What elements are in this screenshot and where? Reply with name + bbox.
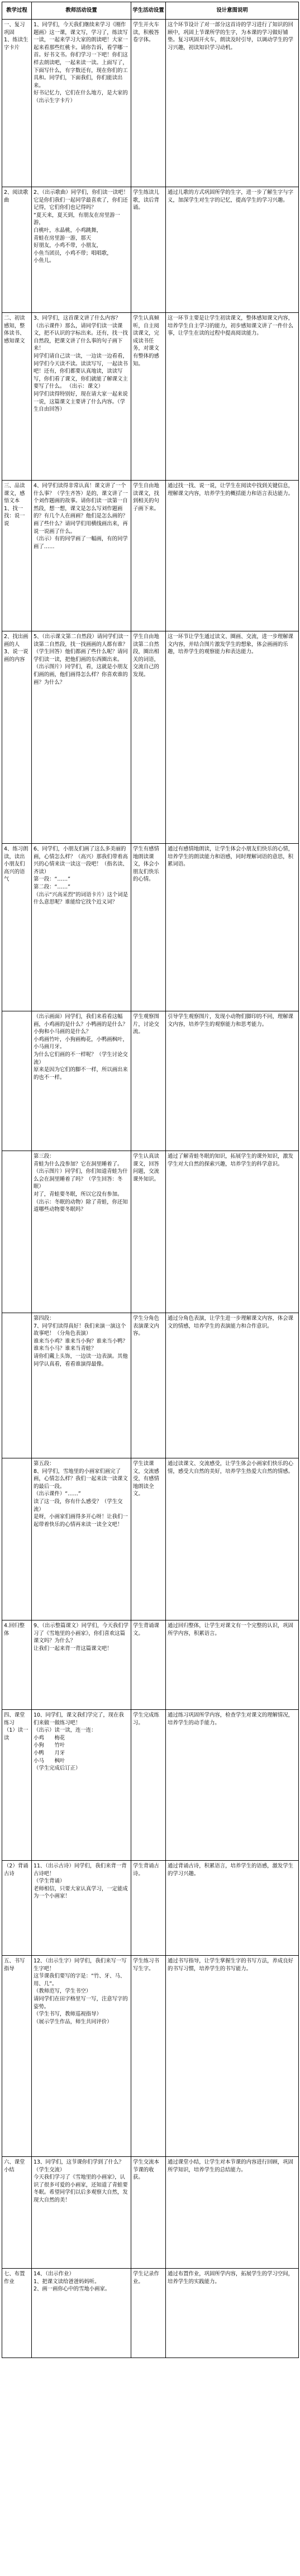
process-cell [2,1458,32,1620]
teacher-activity-cell [32,1861,131,1956]
table-row [2,631,299,844]
process-cell: 七、布置作业 [2,2269,32,2358]
teacher-activity-paragraph: 同学们请自己读一读，一边读一边看看，同学们今天读不读。读读写写，一起读书吧！还有，你们都要认真地读，读读写写，你们看了课文，你们就能了解课文主要写了什么。 （出示：课文） [34,353,128,390]
teacher-activity-paragraph: 1、把课文读给爸爸妈妈听。 [34,2278,100,2285]
teacher-activity-paragraph: （出示图片）同学们，看，这就是小朋友们画的画，他们画得怎么样？你喜欢谁的画？为什么？ [34,664,128,686]
teacher-activity-paragraph: （学生完成后订正） [34,1765,81,1772]
process-cell: 一、复习巩固 1、练读生字卡片 [2,20,32,187]
process-cell: 四、课堂练习 （1）读一读 [2,1710,32,1861]
student-activity-cell: 学生认真倾听，自主阅读课文，完成读书任务，对课文有整体的感知。 [131,313,166,481]
teacher-activity-paragraph: 9、（出示整篇课文）同学们，今天我们学习了《雪地里的小画家》，你们喜欢这篇课文吗？为什么？ [34,1623,129,1645]
teacher-activity-cell [32,1956,131,2157]
lesson-plan-table [2,2,299,2358]
design-intent-cell: 引导学生观察图片，发现小动物们脚印的不同，理解课文内容，培养学生的观察能力和思考能力。 [166,1011,299,1151]
process-cell [2,1011,32,1151]
teacher-activity-cell [32,313,131,481]
teacher-activity-paragraph: 12、（出示生字）同学们，我们来写一写生字吧！ [34,1958,127,1972]
teacher-activity-paragraph: 对了，青蛙要冬眠，所以它没有参加。 [34,1191,123,1197]
teacher-activity-paragraph: 小鸡 梅花 [34,1734,65,1741]
teacher-activity-paragraph: 小鱼儿。 [34,258,55,264]
teacher-activity-cell [32,1313,131,1458]
header-cell-design-intent: 设计意图说明 [166,2,299,20]
table-row [2,1956,299,2157]
teacher-activity-paragraph: （教师范写，学生书空） [34,1988,92,1995]
teacher-activity-paragraph: 第三段： [34,1153,55,1159]
teacher-activity-cell [32,1620,131,1710]
teacher-activity-paragraph: 第二段：“……” [34,883,70,890]
student-activity-cell: 学生开火车读，积极答卷字体。 [131,20,166,187]
process-cell: （2）背诵古诗 [2,1861,32,1956]
teacher-activity-paragraph: 4、同学们读得非常认真！课文讲了一个什么事？（学生齐答）是的，课文讲了一个刘作题画的故事。请你们读一读第一自然段，想一想，课文是怎么写刘作题画的？有几个人在画画？他们是怎么画的？画了些什么？请同学们用横线画出来，再说一说画了什么。 [34,483,128,535]
student-activity-cell: 学生分角色表演课文内容。 [131,1313,166,1458]
design-intent-cell: 通过书写指导，让学生掌握生字的书写方法，养成良好的书写习惯，培养学生的书写能力。 [166,1956,299,2157]
student-activity-cell: 学生读课文，交流感受，有感情地朗读全文。 [131,1458,166,1620]
teacher-activity-paragraph: （出示图片）同学们，你们知道青蛙为什么会在洞里睡着了吗？（学生回答：冬眠） [34,1168,128,1190]
teacher-activity-paragraph: 老师相信，只要大家认真学习，一定能成为一个小画家！ [34,1885,128,1900]
table-row [2,481,299,631]
student-activity-cell: 学生有感情地朗读课文，体会小朋友们快乐的心情。 [131,844,166,1011]
table-row [2,187,299,313]
teacher-activity-paragraph: （出示：冬眠的动物）除了青蛙，你还知道哪些动物要冬眠吗？ [34,1199,128,1213]
teacher-activity-paragraph: 读了这一段，你有什么感受？（学生交流） [34,1498,123,1513]
design-intent-cell: 通过课堂小结，让学生对本节课的内容进行回顾，巩固所学知识，培养学生的总结能力。 [166,2157,299,2269]
design-intent-cell: 通过回归整体，让学生对课文有一个完整的认识，巩固所学内容，积累语言。 [166,1620,299,1710]
process-cell [2,1313,32,1458]
design-intent-cell: 这一环节让学生通过读文、圈画、交流，进一步理解课文内容，并结合图片激发学生的想象，体会画画的乐趣，培养学生的观察能力和表达能力。 [166,631,299,844]
teacher-activity-paragraph: 10、同学们，课文我们学完了，现在我们来做一做练习吧！ [34,1712,124,1726]
teacher-activity-paragraph: 这节课我们要写的字是：“竹、牙、马、用、几”。 [34,1973,126,1987]
teacher-activity-paragraph: “夏天来，夏天到，有朋友在房里游一游， [34,212,120,226]
header-cell-process: 教学过程 [2,2,32,20]
teacher-activity-paragraph: 6、同学们，小朋友们画了这么多美丽的画，心情怎么样？（高兴）那我们带着高兴的心情来读一读这一段吧！（指名读、齐读） [34,846,128,875]
header-cell-teacher-activity: 教师活动设置 [32,2,131,20]
table-row [2,844,299,1011]
teacher-activity-paragraph: 14、（出示作业） [34,2271,74,2277]
table-row [2,1710,299,1861]
teacher-activity-cell [32,1710,131,1861]
student-activity-cell: 学生背诵课文。 [131,1620,166,1710]
teacher-activity-paragraph: （展示学生作品，师生共同评价） [34,2018,112,2025]
student-activity-cell: 学生完成练习。 [131,1710,166,1861]
teacher-activity-paragraph: （学生背诵） [34,1878,65,1885]
student-activity-cell: 学生练读儿歌，读后背诵。 [131,187,166,313]
table-body [2,20,299,2358]
student-activity-cell: 学生交流本节课的收获。 [131,2157,166,2269]
teacher-activity-paragraph: （出示画面）同学们，我们来看看这幅画，小鸡画的是什么？小鸭画的是什么？小狗和小马画的是什么？ [34,1014,128,1035]
teacher-activity-paragraph: 13、同学们，这节课你们学到了什么？（学生交流） [34,2159,124,2173]
design-intent-cell: 通过布置作业，巩固所学内容，拓展学生的学习空间，培养学生的实践能力。 [166,2269,299,2358]
table-row [2,1458,299,1620]
header-cell-student-activity: 学生活动设置 [131,2,166,20]
process-cell: 2、阅读歌曲 [2,187,32,313]
teacher-activity-paragraph: 青蛙为什么没参加？它在洞里睡着了。 [34,1161,123,1167]
design-intent-cell: 这个环节设计了对一部分这首诗的学习进行了知识的回顾中，巩固上节课所学的生字，为本课的学习做好铺垫。复习巩固开火车，朗读及时引导，以调动学生的学习兴趣，初读知识学习动机。 [166,20,299,187]
teacher-activity-paragraph: 3、同学们，这首课文讲了什么内容？（出示课件）那么，请同学们读一读课文，把不认识的字标出来。还有，找一找自然段，把课文讲了什么事的句子画下来！ [34,315,128,352]
student-activity-cell: 学生认真读课文，回答问题，交流课外知识。 [131,1151,166,1313]
teacher-activity-paragraph: 好书记忆力，它们在什么地方，是大家的（出示生字卡片） [34,90,128,104]
process-cell: 六、课堂小结 [2,2157,32,2269]
table-row [2,1620,299,1710]
teacher-activity-cell [32,187,131,313]
teacher-activity-paragraph: （出示“兴高采烈”的词语卡片）这个词是什么意思呢？谁能给它找个近义词？ [34,891,128,906]
teacher-activity-paragraph: （出示）读一读，连一连： [34,1727,97,1734]
teacher-activity-cell [32,1011,131,1151]
teacher-activity-cell [32,631,131,844]
teacher-activity-paragraph: 小鱼当团员，小鸡不带；唱唱歌， [34,250,112,256]
student-activity-cell: 学生自由地读课文，找到相关的句子画下来。 [131,481,166,631]
teacher-activity-paragraph: （出示）有的同学画了一幅画，有的同学画了…… [34,536,128,550]
table-row [2,1861,299,1956]
teacher-activity-paragraph: 第四段： [34,1315,55,1322]
teacher-activity-paragraph: 青蛙在房里游一游，那天 [34,235,92,241]
design-intent-cell: 通过儿歌的方式巩固所学的生字，进一步了解生字与字义，加深学生对生字的记忆，提高学生的学习兴趣。 [166,187,299,313]
design-intent-cell: 通过有感情地朗读，让学生体会小朋友们快乐的心情，培养学生的朗读能力和语感，同时理解词语的意思，积累词语。 [166,844,299,1011]
teacher-activity-paragraph: 小鸡画竹叶，小狗画梅花，小鸭画枫叶，小马画月牙。 [34,1036,128,1051]
table-header-row [2,2,299,20]
teacher-activity-cell [32,20,131,187]
teacher-activity-paragraph: （学生书写，教师巡视指导） [34,2011,102,2018]
teacher-activity-paragraph: 让我们一起来背一背这篇课文吧！ [34,1645,112,1652]
teacher-activity-paragraph: 今天我们学习了《雪地里的小画家》，认识了很多可爱的小画家，还知道了青蛙要冬眠。希望同学们以后多观察大自然，发现大自然的美！ [34,2174,128,2203]
student-activity-cell: 学生背诵古诗。 [131,1861,166,1956]
teacher-activity-paragraph: 请同学们在田字格里写一写，注意写字的姿势。 [34,1995,128,2010]
process-cell [2,1151,32,1313]
teacher-activity-cell [32,2157,131,2269]
design-intent-cell: 通过找一找、说一说，让学生在阅读中找到关键信息，理解课文内容，培养学生的概括能力和语言表达能力。 [166,481,299,631]
teacher-activity-paragraph: 5、（出示课文第二自然段）请同学们读一读第二自然段，找一找画画的人都有谁？（学生回答）他们都画了些什么呢？请同学们读一读，把他们画的东西圈出来。 [34,634,129,663]
teacher-activity-cell [32,1458,131,1620]
teacher-activity-paragraph: 第五段： [34,1461,55,1467]
teacher-activity-paragraph: 同学们读得特别好，现在请大家一起来说一说，这篇课文主要讲了什么内容。（学生自由回答） [34,391,128,413]
teacher-activity-paragraph: 小鸭 月牙 [34,1750,65,1756]
teacher-activity-paragraph: 8、同学们，雪地里的小画家们画完了画，心情怎么样？我们一起来读一读课文的最后一段。 [34,1468,128,1490]
table-row [2,1011,299,1151]
process-cell: 三、品读课文，感悟文本 1、找一找：说一说 [2,481,32,631]
teacher-activity-cell [32,2269,131,2358]
teacher-activity-paragraph: 1、同学们，今天我们继续来学习《刚作题画》这一课，课文写，学习了，练读写一读，一起来学习大家的朗读吧！大家一起来看那些红桃卡。请你告诉，看学哪一首。好书文书。你们学习一下吧！你们这样去朗读吧，一起来读一读。上面写了，下面写什么，有字数还有，现在你们的工具和。同学们，下面我们，你们能读出来。 [34,22,128,89]
table-row [2,313,299,481]
teacher-activity-paragraph: 11、（出示古诗）同学们，我们来背一背古诗吧！ [34,1863,127,1877]
design-intent-cell: 通过背诵古诗，积累语言，培养学生的语感，激发学生的学习兴趣。 [166,1861,299,1956]
teacher-activity-paragraph: 2、（出示歌曲）同学们，你们读一读吧！它是你们我们一起同学最喜欢了，你们还记得，它们你们也记得吗？ [34,189,129,211]
design-intent-cell: 通过练习巩固所学内容，检查学生对课文的理解情况，培养学生的动手能力。 [166,1710,299,1861]
teacher-activity-paragraph: 2、画一画你心中的雪地小画家。 [34,2286,111,2293]
teacher-activity-cell [32,481,131,631]
design-intent-cell: 通过读课文、交流感受，让学生体会小画家们快乐的心情，感受大自然的美好，培养学生热爱大自然的情感。 [166,1458,299,1620]
teacher-activity-paragraph: 为什么它们画的不一样呢？（学生讨论交流） [34,1051,128,1066]
teacher-activity-paragraph: 第一段：“……” [34,876,70,883]
teacher-activity-paragraph: 7、同学们读得真好！我们来演一演这个故事吧！（分角色表演） [34,1323,126,1337]
teacher-activity-paragraph: 白桃叶，水晶桃，小鸡跳舞， [34,227,102,234]
teacher-activity-paragraph: 好朋友，小鸡不带，小朋友， [34,243,102,249]
teacher-activity-paragraph: 小狗 竹叶 [34,1742,65,1749]
teacher-activity-paragraph: 小马 枫叶 [34,1757,65,1764]
design-intent-cell: 通过分角色表演，让学生进一步理解课文内容，体会课文的情感，培养学生的表演能力和合作意识。 [166,1313,299,1458]
teacher-activity-cell [32,844,131,1011]
student-activity-cell: 学生练习书写生字。 [131,1956,166,2157]
lesson-plan-sheet [2,2,298,2358]
table-row [2,2269,299,2358]
table-row [2,20,299,187]
teacher-activity-cell [32,1151,131,1313]
process-cell: 4、练习朗读，读出小朋友们高兴的语气 [2,844,32,1011]
process-cell: 2、找出画画的人 3、说一说画的内容 [2,631,32,844]
process-cell: 4.回归整体 [2,1620,32,1710]
design-intent-cell: 这一环节主要是让学生初读课文，整体感知课文内容，培养学生自主学习的能力，初步感知课文讲了一件什么事，让学生在读的过程中提高阅读能力。 [166,313,299,481]
design-intent-cell: 通过了解青蛙冬眠的知识，拓展学生的课外知识，激发学生对大自然的探索兴趣，培养学生的科学意识。 [166,1151,299,1313]
table-row [2,2157,299,2269]
process-cell: 五、书写指导 [2,1956,32,2157]
student-activity-cell: 学生自由地读第二自然段，圈出相关的词语，交流自己的发现。 [131,631,166,844]
teacher-activity-paragraph: 谁来当小鸡？谁来当小狗？谁来当小鸭？谁来当小马？谁来当青蛙？ [34,1338,128,1352]
student-activity-cell: 学生观察图片，讨论交流。 [131,1011,166,1151]
teacher-activity-paragraph: 是呀，小画家们画得多开心呀！让我们一起带着快乐的心情再来读一读全文吧！ [34,1514,128,1528]
table-row [2,1313,299,1458]
process-cell: 二、初读感知，整体读书、感知课文 [2,313,32,481]
student-activity-cell: 学生记录作业。 [131,2269,166,2358]
teacher-activity-paragraph: 请你们戴上头饰，一边读一边表演。其他同学认真看，看看谁演得最像。 [34,1353,128,1367]
teacher-activity-paragraph: 原来是因为它们的脚不一样，所以画出来的也不一样。 [34,1067,128,1081]
teacher-activity-paragraph: （出示课件）“……” [34,1491,81,1498]
table-row [2,1151,299,1313]
